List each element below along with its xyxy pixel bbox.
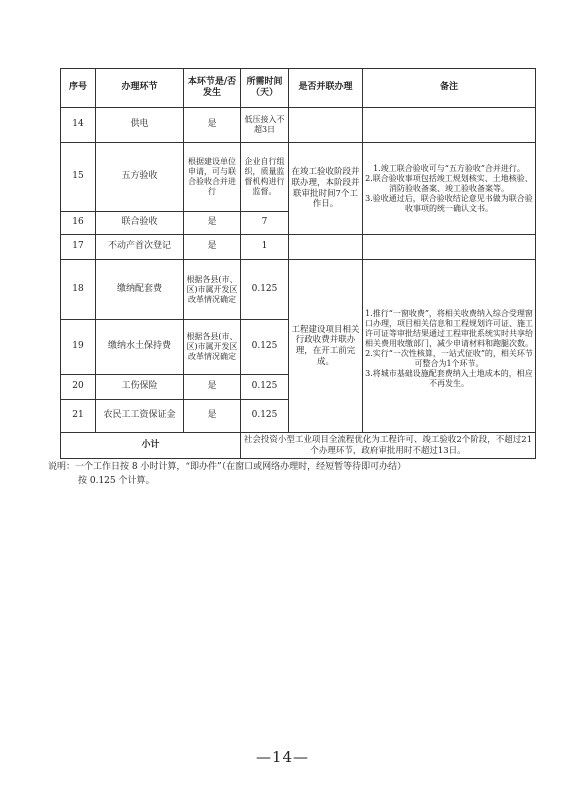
row-step: 五方验收 — [96, 143, 184, 212]
table-row — [61, 143, 536, 212]
remark-line: 3.将城市基础设施配套费纳入土地成本的，相应不再发生。 — [365, 369, 533, 388]
row-step: 供电 — [96, 108, 184, 143]
row-parallel-empty — [289, 108, 363, 143]
row-occur: 是 — [184, 108, 241, 143]
row-occur: 是 — [184, 400, 241, 433]
row-no: 16 — [61, 212, 96, 235]
approval-steps-table — [60, 68, 536, 459]
remark-line: 2.联合验收事项包括竣工规划核实、土地核验、消防验收备案、竣工验收备案等。 — [365, 173, 533, 193]
row-time: 0.125 — [241, 400, 289, 433]
row-occur: 是 — [184, 235, 241, 260]
page-number: —14— — [255, 748, 310, 766]
remark-line: 1.竣工联合验收可与“五方验收”合并进行。 — [373, 163, 525, 173]
row-no: 14 — [61, 108, 96, 143]
footnote — [48, 461, 538, 489]
row-time: 0.125 — [241, 260, 289, 320]
row-step: 农民工工资保证金 — [96, 400, 184, 433]
row-parallel-empty — [289, 235, 363, 260]
subtotal-row — [61, 433, 536, 459]
header-time: 所需时间（天） — [241, 69, 289, 108]
subtotal-text: 社会投资小型工业项目全流程优化为工程许可、竣工验收2个阶段，不超过21个办理环节，政府审批用时不超过13日。 — [241, 433, 536, 459]
row-remark-empty — [363, 108, 536, 143]
header-occur: 本环节是/否发生 — [184, 69, 241, 108]
row-occur: 根据各县(市、区)市属开发区改革情况确定 — [184, 260, 241, 320]
remark-acceptance-cell — [363, 143, 536, 235]
row-step: 工伤保险 — [96, 375, 184, 400]
header-step: 办理环节 — [96, 69, 184, 108]
header-parallel: 是否并联办理 — [289, 69, 363, 108]
table-header-row — [61, 69, 536, 108]
row-step: 不动产首次登记 — [96, 235, 184, 260]
row-time: 7 — [241, 212, 289, 235]
row-occur: 根据各县(市、区)市属开发区改革情况确定 — [184, 320, 241, 375]
parallel-acceptance-cell: 在竣工验收阶段并联办理，本阶段并联审批时间7个工作日。 — [289, 143, 363, 235]
table-row — [61, 235, 536, 260]
row-step: 联合验收 — [96, 212, 184, 235]
footnote-line-1: 说明：一个工作日按 8 小时计算，“即办件”（在窗口或网络办理时，经短暂等待即可办结） — [48, 462, 407, 472]
row-occur: 根据建设单位申请，可与联合验收合并进行 — [184, 143, 241, 212]
row-step: 缴纳水土保持费 — [96, 320, 184, 375]
row-time: 0.125 — [241, 375, 289, 400]
row-no: 17 — [61, 235, 96, 260]
row-time: 0.125 — [241, 320, 289, 375]
row-no: 19 — [61, 320, 96, 375]
row-no: 15 — [61, 143, 96, 212]
row-no: 20 — [61, 375, 96, 400]
row-remark-empty — [363, 235, 536, 260]
row-step: 缴纳配套费 — [96, 260, 184, 320]
parallel-fees-cell: 工程建设项目相关行政收费并联办理，在开工前完成。 — [289, 260, 363, 433]
table-row — [61, 108, 536, 143]
row-occur: 是 — [184, 212, 241, 235]
table-row — [61, 260, 536, 320]
remark-line: 3.验收通过后，联合验收结论意见书做为联合验收事项的统一确认文书。 — [365, 193, 533, 213]
row-time: 低压接入不超3日 — [241, 108, 289, 143]
row-time: 1 — [241, 235, 289, 260]
remark-fees-cell — [363, 260, 536, 433]
remark-line: 2.实行“一次性核算，一站式征收”的，相关环节可整合为1个环节。 — [365, 349, 533, 368]
row-occur: 是 — [184, 375, 241, 400]
row-time: 企业自行组织，质量监督机构进行监督。 — [241, 143, 289, 212]
header-remark: 备注 — [363, 69, 536, 108]
row-no: 21 — [61, 400, 96, 433]
footnote-line-2: 按 0.125 个计算。 — [78, 475, 155, 486]
header-no: 序号 — [61, 69, 96, 108]
remark-line: 1.推行“一窗收费”，将相关收费纳入综合受理窗口办理，项目相关信息和工程规划许可证、施工许可证等审批结果通过工程审批系统实时共享给相关费用收缴部门，减少申请材料和跑腿次数。 — [365, 309, 533, 348]
subtotal-label: 小计 — [61, 433, 241, 459]
row-no: 18 — [61, 260, 96, 320]
